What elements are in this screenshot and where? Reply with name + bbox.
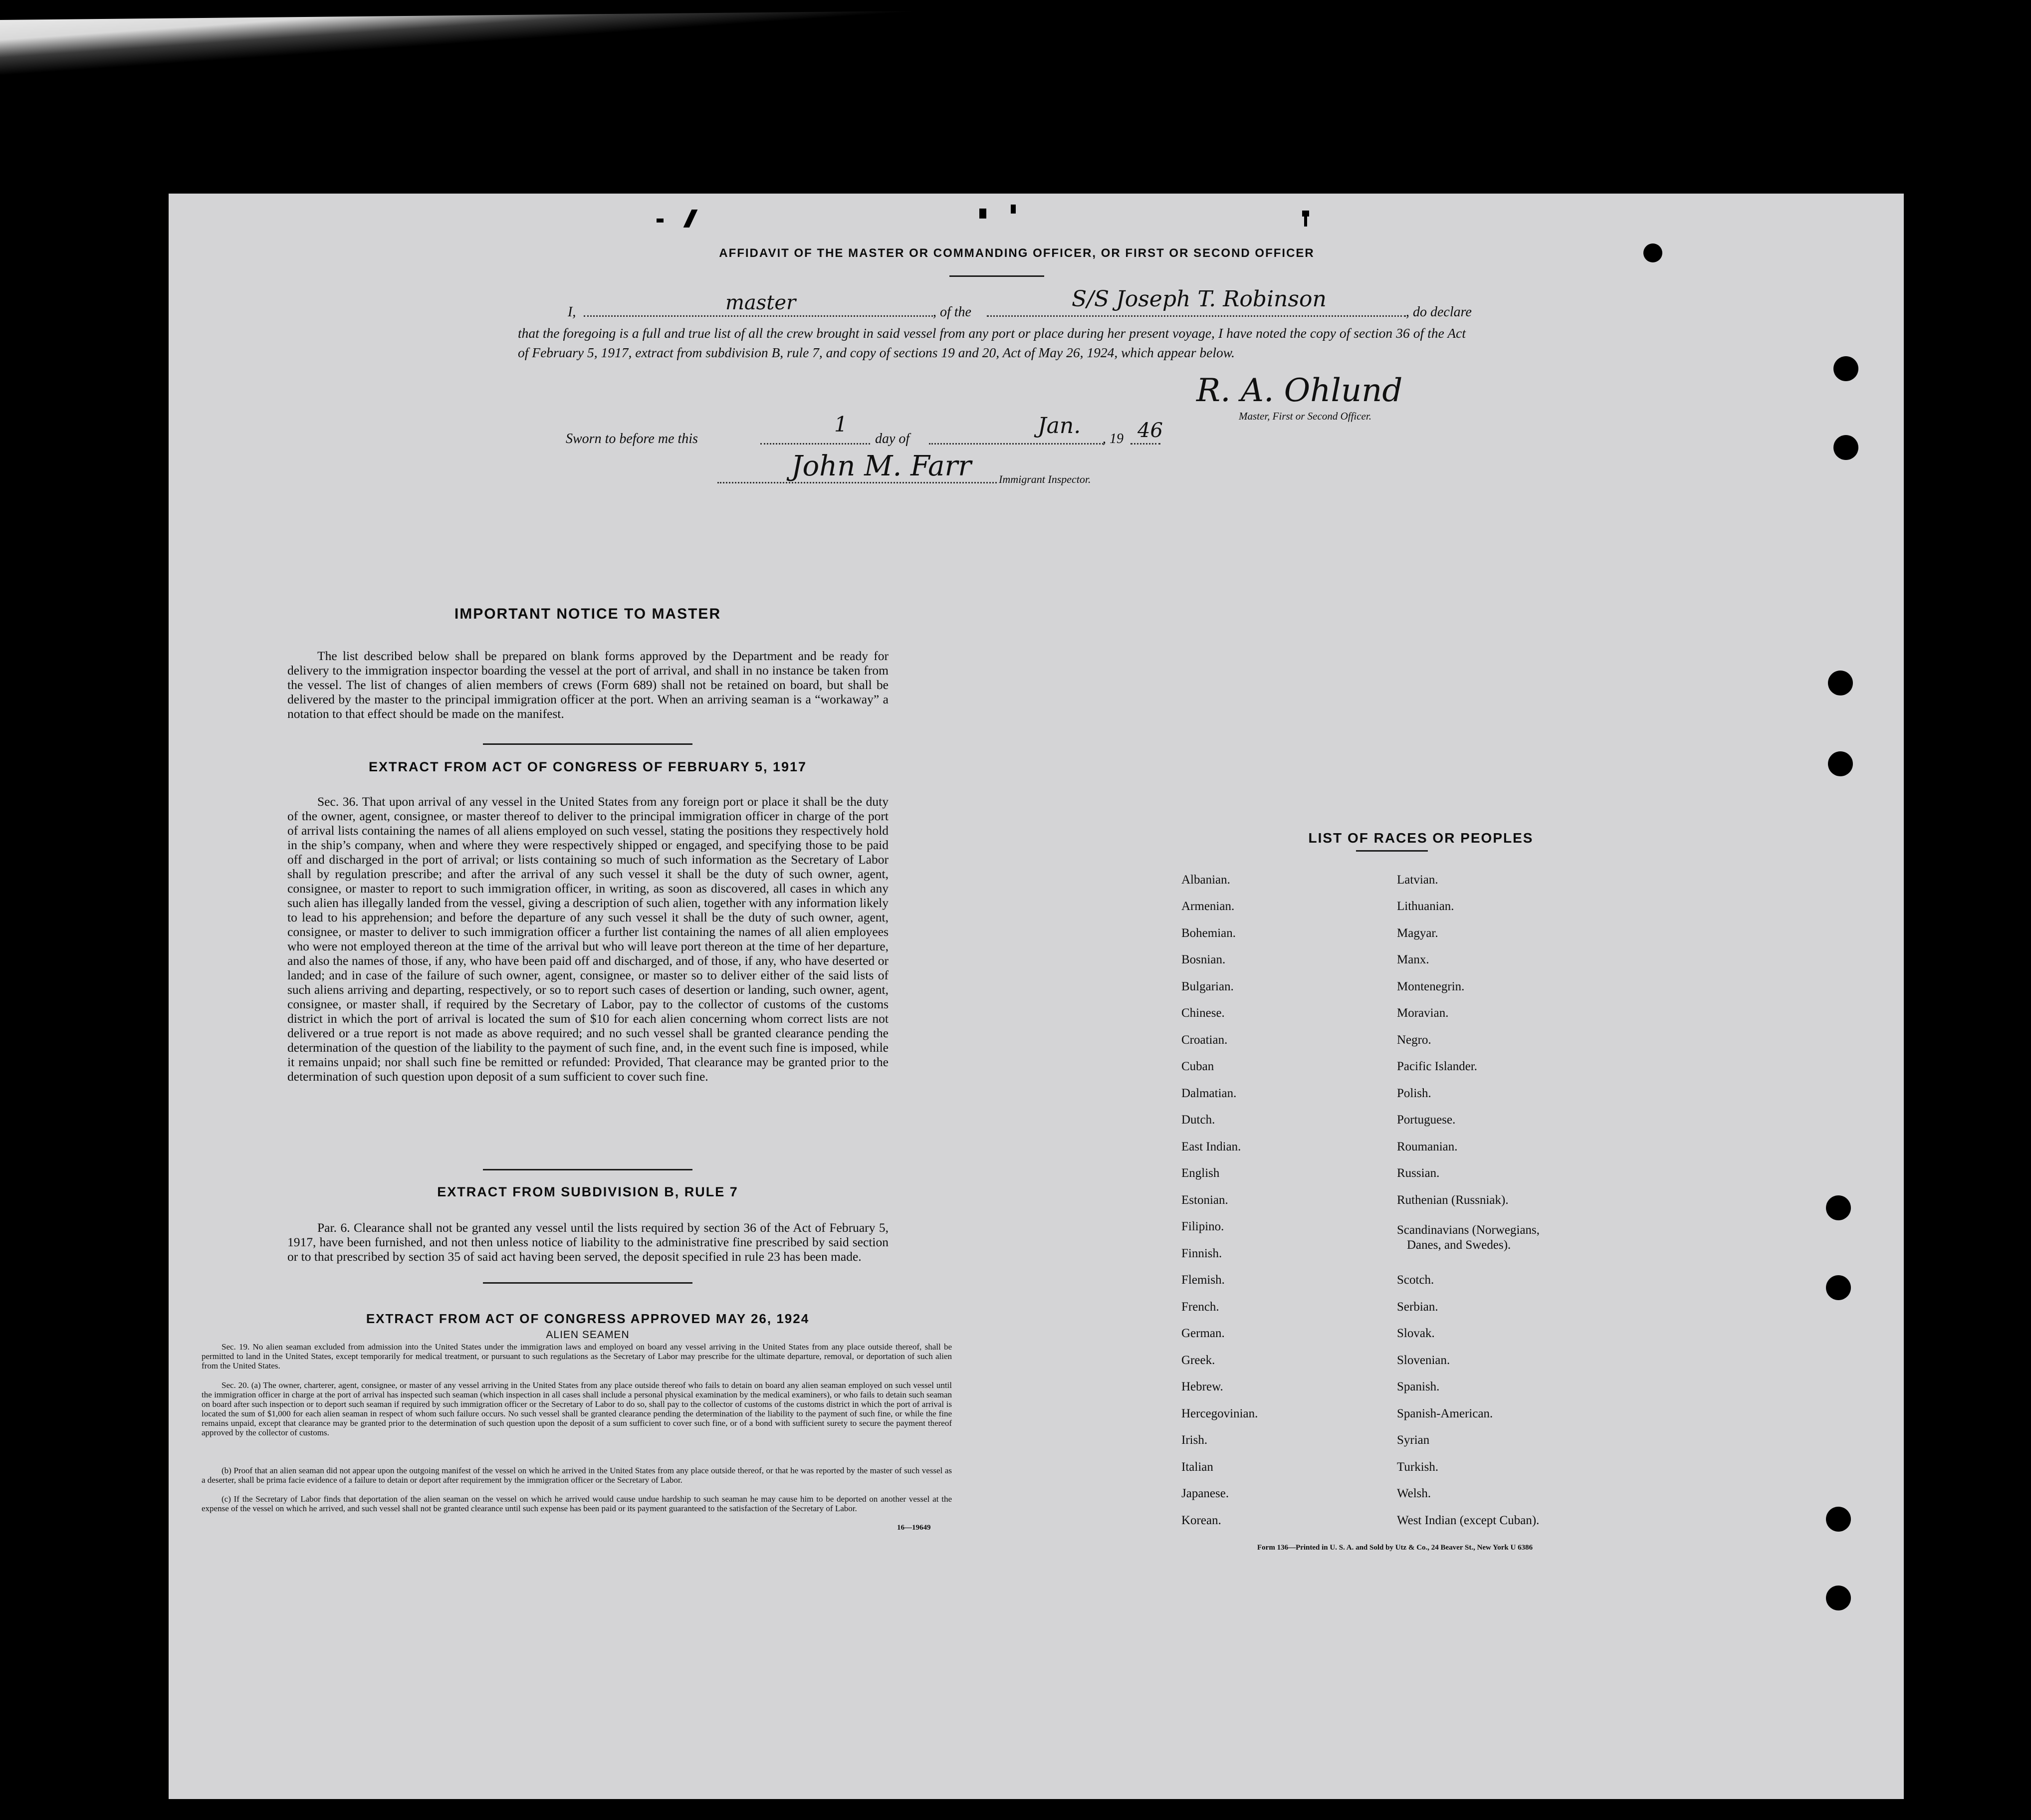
section-rule bbox=[483, 743, 692, 745]
race-right-item: Montenegrin. bbox=[1397, 980, 1465, 993]
notice-text: The list described below shall be prepared on blank forms approved by the Department and be ready for delivery to the immigration inspector boarding the vessel at the port of arrival, and shall in no instance be taken from the vessel. The list of changes of alien members of crews (Form 689) shall not be retained on board, but shall be delivered by the master to the principal immigration officer at the port. When an arriving seaman is a “workaway” a notation to that effect should be made on the manifest. bbox=[287, 649, 889, 721]
title-rule bbox=[949, 275, 1044, 277]
affidavit-of-the-label: , of the bbox=[933, 304, 971, 320]
race-right-item: Russian. bbox=[1397, 1166, 1440, 1180]
sworn-year-handwritten: 46 bbox=[1137, 419, 1163, 442]
race-left-item: Irish. bbox=[1181, 1433, 1208, 1447]
affidavit-body: that the foregoing is a full and true list of all the crew brought in said vessel from any port or place during her present voyage, I have noted the copy of section 36 of the Act of February 5, 1917, extract from subdivision B, rule 7, and copy of sections 19 and 20, Act of May 26, 1924, which appear below. bbox=[518, 325, 1466, 360]
race-left-item: Bulgarian. bbox=[1181, 980, 1234, 993]
race-right-item: Polish. bbox=[1397, 1087, 1431, 1100]
extract-1917-title: EXTRACT FROM ACT OF CONGRESS OF FEBRUARY 5, 1917 bbox=[368, 759, 807, 774]
sworn-month-handwritten: Jan. bbox=[1038, 413, 1081, 439]
race-right-item: Portuguese. bbox=[1397, 1113, 1456, 1127]
race-left-item: Dutch. bbox=[1181, 1113, 1215, 1127]
master-name-handwritten: master bbox=[725, 291, 796, 314]
punch-hole bbox=[1826, 1507, 1851, 1532]
race-left-item: Hebrew. bbox=[1181, 1380, 1223, 1393]
extract-1924-form-code: 16—19649 bbox=[897, 1524, 931, 1532]
race-right-item: Ruthenian (Russniak). bbox=[1397, 1193, 1509, 1207]
scan-edge-streak bbox=[0, 0, 2031, 80]
scan-mark bbox=[1302, 211, 1309, 217]
race-right-item: Turkish. bbox=[1397, 1460, 1439, 1474]
master-signature-label: Master, First or Second Officer. bbox=[1239, 410, 1371, 422]
race-left-item: Korean. bbox=[1181, 1514, 1221, 1527]
scan-mark bbox=[657, 219, 664, 223]
form-footer: Form 136—Printed in U. S. A. and Sold by Utz & Co., 24 Beaver St., New York U 6386 bbox=[1257, 1544, 1533, 1552]
vessel-name-line bbox=[987, 315, 1406, 317]
rule7-title: EXTRACT FROM SUBDIVISION B, RULE 7 bbox=[437, 1184, 738, 1199]
race-left-item: Albanian. bbox=[1181, 873, 1230, 887]
punch-hole bbox=[1833, 435, 1858, 460]
affidavit-title: AFFIDAVIT OF THE MASTER OR COMMANDING OFFICER, OR FIRST OR SECOND OFFICER bbox=[719, 246, 1315, 260]
inspector-signature-handwritten: John M. Farr bbox=[791, 450, 972, 482]
sworn-day-handwritten: 1 bbox=[834, 412, 848, 437]
races-title-underline bbox=[1356, 850, 1428, 852]
extract-1924-sec20a: Sec. 20. (a) The owner, charterer, agent, consignee, or master of any vessel arriving in the United States from any place outside thereof who fails to detain on board any alien seaman employed on such vessel until the immigration officer in charge at the port of arrival has inspected such seaman (which inspection in all cases shall include a personal physical examination by the medical examiners), or who fails to detain such seaman on board after such inspection or to deport such seaman if required by such immigration officer or the Secretary of Labor to do so, shall pay to the collector of customs of the customs district in which the port of arrival is located the sum of $1,000 for each alien seaman in respect of whom such failure occurs. No such vessel shall be granted clearance pending the determination of the liability to the payment of such fine, or while the fine remains unpaid, except that clearance may be granted prior to the determination of such question upon the deposit of a sum sufficient to cover such fine, or of a bond with sufficient surety to secure the payment thereof approved by the collector of customs. bbox=[202, 1380, 952, 1437]
scan-mark bbox=[683, 210, 698, 228]
race-right-item: Manx. bbox=[1397, 953, 1429, 966]
scan-mark bbox=[1011, 205, 1016, 214]
race-right-item: Slovenian. bbox=[1397, 1354, 1450, 1367]
race-left-item: German. bbox=[1181, 1327, 1225, 1340]
race-right-item: Magyar. bbox=[1397, 926, 1438, 940]
race-left-item: Japanese. bbox=[1181, 1487, 1229, 1500]
scan-mark bbox=[979, 209, 986, 219]
race-left-item: Italian bbox=[1181, 1460, 1213, 1474]
race-right-item: Scandinavians (Norwegians, bbox=[1397, 1223, 1540, 1237]
race-right-item: Welsh. bbox=[1397, 1487, 1431, 1500]
punch-hole bbox=[1828, 671, 1853, 695]
punch-hole bbox=[1643, 243, 1662, 262]
race-left-item: French. bbox=[1181, 1300, 1219, 1314]
race-left-item: Bohemian. bbox=[1181, 926, 1236, 940]
extract-1917-text: Sec. 36. That upon arrival of any vessel in the United States from any foreign port or place it shall be the duty of the owner, agent, consignee, or master thereof to deliver to the principal immigration officer in charge of the port of arrival lists containing the names of all aliens employed on such vessel, stating the positions they respectively hold in the ship’s company, when and where they were respectively shipped or engaged, and specifying those to be paid off and discharged in the port of arrival; or lists containing so much of such information as the Secretary of Labor shall by regulation prescribe; and after the arrival of any such vessel it shall be the duty of such owner, agent, consignee, or master to report to such immigration officer, in writing, as soon as discovered, all cases in which any such alien has illegally landed from the vessel, giving a description of such alien, together with any information likely to lead to his apprehension; and before the departure of any such vessel it shall be the duty of such owner, agent, consignee, or master to deliver to such immigration officer a further list containing the names of all alien employees who were not employed thereon at the time of the arrival but who will leave port thereon at the time of her departure, and also the names of those, if any, who have been paid off and discharged, and of those, if any, who have deserted or landed; and in case of the failure of such owner, agent, consignee, or master so to deliver either of the said lists of such aliens arriving and departing, respectively, or so to report such cases of desertion or landing, such owner, agent, consignee, or master shall, if required by the Secretary of Labor, pay to the collector of customs of the customs district in which the port of arrival is located the sum of $10 for each alien concerning whom correct lists are not delivered or a true report is not made as above required; and no such vessel shall be granted clearance pending the determination of the question of the liability to the payment of such fine, and, in the event such fine is imposed, while it remains unpaid; nor shall such fine be remitted or refunded: Provided, That clearance may be granted prior to the determination of such question upon deposit of a sum sufficient to cover such fine. bbox=[287, 794, 889, 1084]
affidavit-i-label: I, bbox=[568, 304, 576, 320]
sworn-year-line bbox=[1130, 443, 1160, 445]
inspector-label: Immigrant Inspector. bbox=[999, 473, 1091, 485]
race-right-item: Syrian bbox=[1397, 1433, 1430, 1447]
race-right-item: West Indian (except Cuban). bbox=[1397, 1514, 1540, 1527]
rule7-text: Par. 6. Clearance shall not be granted any vessel until the lists required by section 36 of the Act of February 5, 1917, have been furnished, and not then unless notice of liability to the administrative fine prescribed by said section or to that prescribed by section 35 of said act having been served, the deposit specified in rule 23 has been made. bbox=[287, 1220, 889, 1264]
race-left-item: Estonian. bbox=[1181, 1193, 1228, 1207]
race-left-item: Cuban bbox=[1181, 1060, 1214, 1073]
race-right-item: Scotch. bbox=[1397, 1273, 1434, 1287]
punch-hole bbox=[1828, 751, 1853, 776]
race-left-item: Hercegovinian. bbox=[1181, 1407, 1258, 1420]
vessel-name-handwritten: S/S Joseph T. Robinson bbox=[1072, 286, 1327, 312]
extract-1924-sec20b: (b) Proof that an alien seaman did not appear upon the outgoing manifest of the vessel on which he arrived in the United States from any place outside thereof, or that he was reported by the master of such vessel as a deserter, shall be prima facie evidence of a failure to detain or deport after requirement by the immigration officer or the Secretary of Labor. bbox=[202, 1466, 952, 1485]
races-title: LIST OF RACES OR PEOPLES bbox=[1308, 830, 1534, 846]
sworn-day-of-label: day of bbox=[875, 431, 910, 447]
punch-hole bbox=[1826, 1586, 1851, 1610]
race-left-item: Croatian. bbox=[1181, 1033, 1228, 1047]
race-right-item: Serbian. bbox=[1397, 1300, 1438, 1314]
extract-1924-sec19: Sec. 19. No alien seaman excluded from admission into the United States under the immigration laws and employed on board any vessel arriving in the United States from any place outside thereof, shall be permitted to land in the United States, except temporarily for medical treatment, or pursuant to such regulations as the Secretary of Labor may prescribe for the ultimate departure, removal, or deportation of such alien from the United States. bbox=[202, 1342, 952, 1370]
punch-hole bbox=[1833, 356, 1858, 381]
race-left-item: Greek. bbox=[1181, 1354, 1215, 1367]
race-right-item: Moravian. bbox=[1397, 1006, 1449, 1020]
scan-mark bbox=[1304, 217, 1307, 227]
extract-1924-subtitle: ALIEN SEAMEN bbox=[546, 1329, 630, 1341]
race-left-item: Chinese. bbox=[1181, 1006, 1225, 1020]
race-right-item: Lithuanian. bbox=[1397, 900, 1454, 913]
race-left-item: Bosnian. bbox=[1181, 953, 1226, 966]
master-name-line bbox=[584, 315, 933, 317]
extract-1924-title: EXTRACT FROM ACT OF CONGRESS APPROVED MAY 26, 1924 bbox=[366, 1311, 810, 1326]
notice-title: IMPORTANT NOTICE TO MASTER bbox=[454, 606, 721, 622]
race-left-item: Flemish. bbox=[1181, 1273, 1225, 1287]
sworn-prefix: Sworn to before me this bbox=[566, 431, 698, 447]
race-right-item: Latvian. bbox=[1397, 873, 1438, 887]
race-right-item: Slovak. bbox=[1397, 1327, 1435, 1340]
sworn-month-line bbox=[929, 443, 1104, 445]
sworn-year-prefix: , 19 bbox=[1103, 431, 1124, 447]
race-left-item: Finnish. bbox=[1181, 1247, 1222, 1260]
master-signature-handwritten: R. A. Ohlund bbox=[1196, 372, 1403, 409]
race-right-item: Pacific Islander. bbox=[1397, 1060, 1478, 1073]
race-right-item: Spanish. bbox=[1397, 1380, 1440, 1393]
extract-1924-sec20c: (c) If the Secretary of Labor finds that deportation of the alien seaman on the vessel on which he arrived would cause undue hardship to such seaman he may cause him to be deported on another vessel at the expense of the vessel on which he arrived, and such vessel shall not be granted clearance until such expense has been paid or its payment guaranteed to the satisfaction of the Secretary of Labor. bbox=[202, 1494, 952, 1513]
punch-hole bbox=[1826, 1275, 1851, 1300]
race-left-item: Dalmatian. bbox=[1181, 1087, 1237, 1100]
sworn-day-line bbox=[760, 443, 870, 445]
race-right-item: Negro. bbox=[1397, 1033, 1431, 1047]
race-left-item: East Indian. bbox=[1181, 1140, 1241, 1153]
document-page bbox=[169, 194, 1904, 1799]
race-left-item: Armenian. bbox=[1181, 900, 1235, 913]
race-right-item-continuation: Danes, and Swedes). bbox=[1407, 1238, 1511, 1252]
race-left-item: Filipino. bbox=[1181, 1220, 1224, 1233]
affidavit-do-declare-label: , do declare bbox=[1406, 304, 1472, 320]
punch-hole bbox=[1826, 1195, 1851, 1220]
section-rule bbox=[483, 1169, 692, 1170]
race-left-item: English bbox=[1181, 1166, 1220, 1180]
race-right-item: Roumanian. bbox=[1397, 1140, 1458, 1153]
race-right-item: Spanish-American. bbox=[1397, 1407, 1493, 1420]
section-rule bbox=[483, 1282, 692, 1284]
